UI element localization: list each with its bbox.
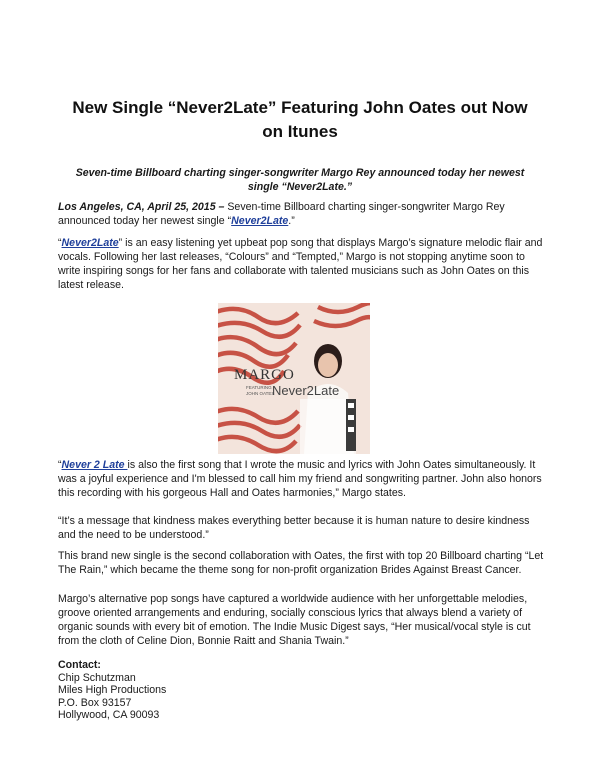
audience-paragraph: Margo’s alternative pop songs have captured a worldwide audience with her unforgettable melodies, groove oriented arrangements and enduring, socially conscious lyrics that always blend a variety of organic sounds with every bit of emotion. The Indie Music Digest says, “Her musical/vocal style is cut from the cloth of Celine Dion, Bonnie Raitt and Shania Twain.” xyxy=(58,593,531,647)
never-2-late-link[interactable]: Never 2 Late xyxy=(61,459,128,471)
contact-heading: Contact: xyxy=(58,659,101,671)
contact-line: Miles High Productions xyxy=(58,684,167,697)
collaboration-paragraph: This brand new single is the second collaboration with Oates, the first with top 20 Billboard charting “Let The Rain,” which became the theme song for non-profit organization Brides Against Breast Cancer. xyxy=(58,550,544,576)
page-title: New Single “Never2Late” Featuring John Oates out Now on Itunes xyxy=(72,98,528,141)
cover-song: Never2Late xyxy=(272,383,340,398)
intro-end: .” xyxy=(288,215,295,227)
para2-text: ” is an easy listening yet upbeat pop song that displays Margo’s signature melodic flair and vocals. Following her last releases, “Colours” and “Tempted,” Margo is not stopping anytime soon to write inspiring songs for her fans and collaborate with talented musicians such as John Oates on this latest release. xyxy=(58,237,543,291)
album-cover xyxy=(218,303,370,454)
intro-paragraph xyxy=(58,200,548,228)
never2late-link[interactable]: Never2Late xyxy=(231,215,289,227)
contact-line: Hollywood, CA 90093 xyxy=(58,709,160,722)
dateline: Los Angeles, CA, April 25, 2015 – xyxy=(58,201,225,213)
kindness-paragraph: “It’s a message that kindness makes everything better because it is human nature to desire kindness and the need to be understood.” xyxy=(58,515,530,541)
album-cover-art xyxy=(218,303,370,454)
cover-featuring: FEATURING xyxy=(246,385,272,390)
para3-open: “ xyxy=(58,459,62,471)
contact-line: Chip Schutzman xyxy=(58,671,136,684)
contact-line: P.O. Box 93157 xyxy=(58,696,132,709)
para2-open: “ xyxy=(58,237,62,249)
cover-guest: JOHN OATES xyxy=(246,391,275,396)
intro-text: Seven-time Billboard charting singer-songwriter Margo Rey announced today her newest single “ xyxy=(58,201,505,227)
quote-paragraph xyxy=(58,458,548,500)
para3-text: is also the first song that I wrote the music and lyrics with John Oates simultaneously. It was a joyful experience and I'm blessed to call him my friend and songwriting partner. John also honors this recording with his gorgeous Hall and Oates harmonies,” Margo states. xyxy=(58,459,542,499)
contact-block xyxy=(58,659,358,722)
never2late-link-2[interactable]: Never2Late xyxy=(61,237,119,249)
cover-artist: MARGO xyxy=(234,367,295,383)
description-paragraph xyxy=(58,236,548,292)
subtitle: Seven-time Billboard charting singer-songwriter Margo Rey announced today her newest single “Never2Late.” xyxy=(75,167,525,193)
